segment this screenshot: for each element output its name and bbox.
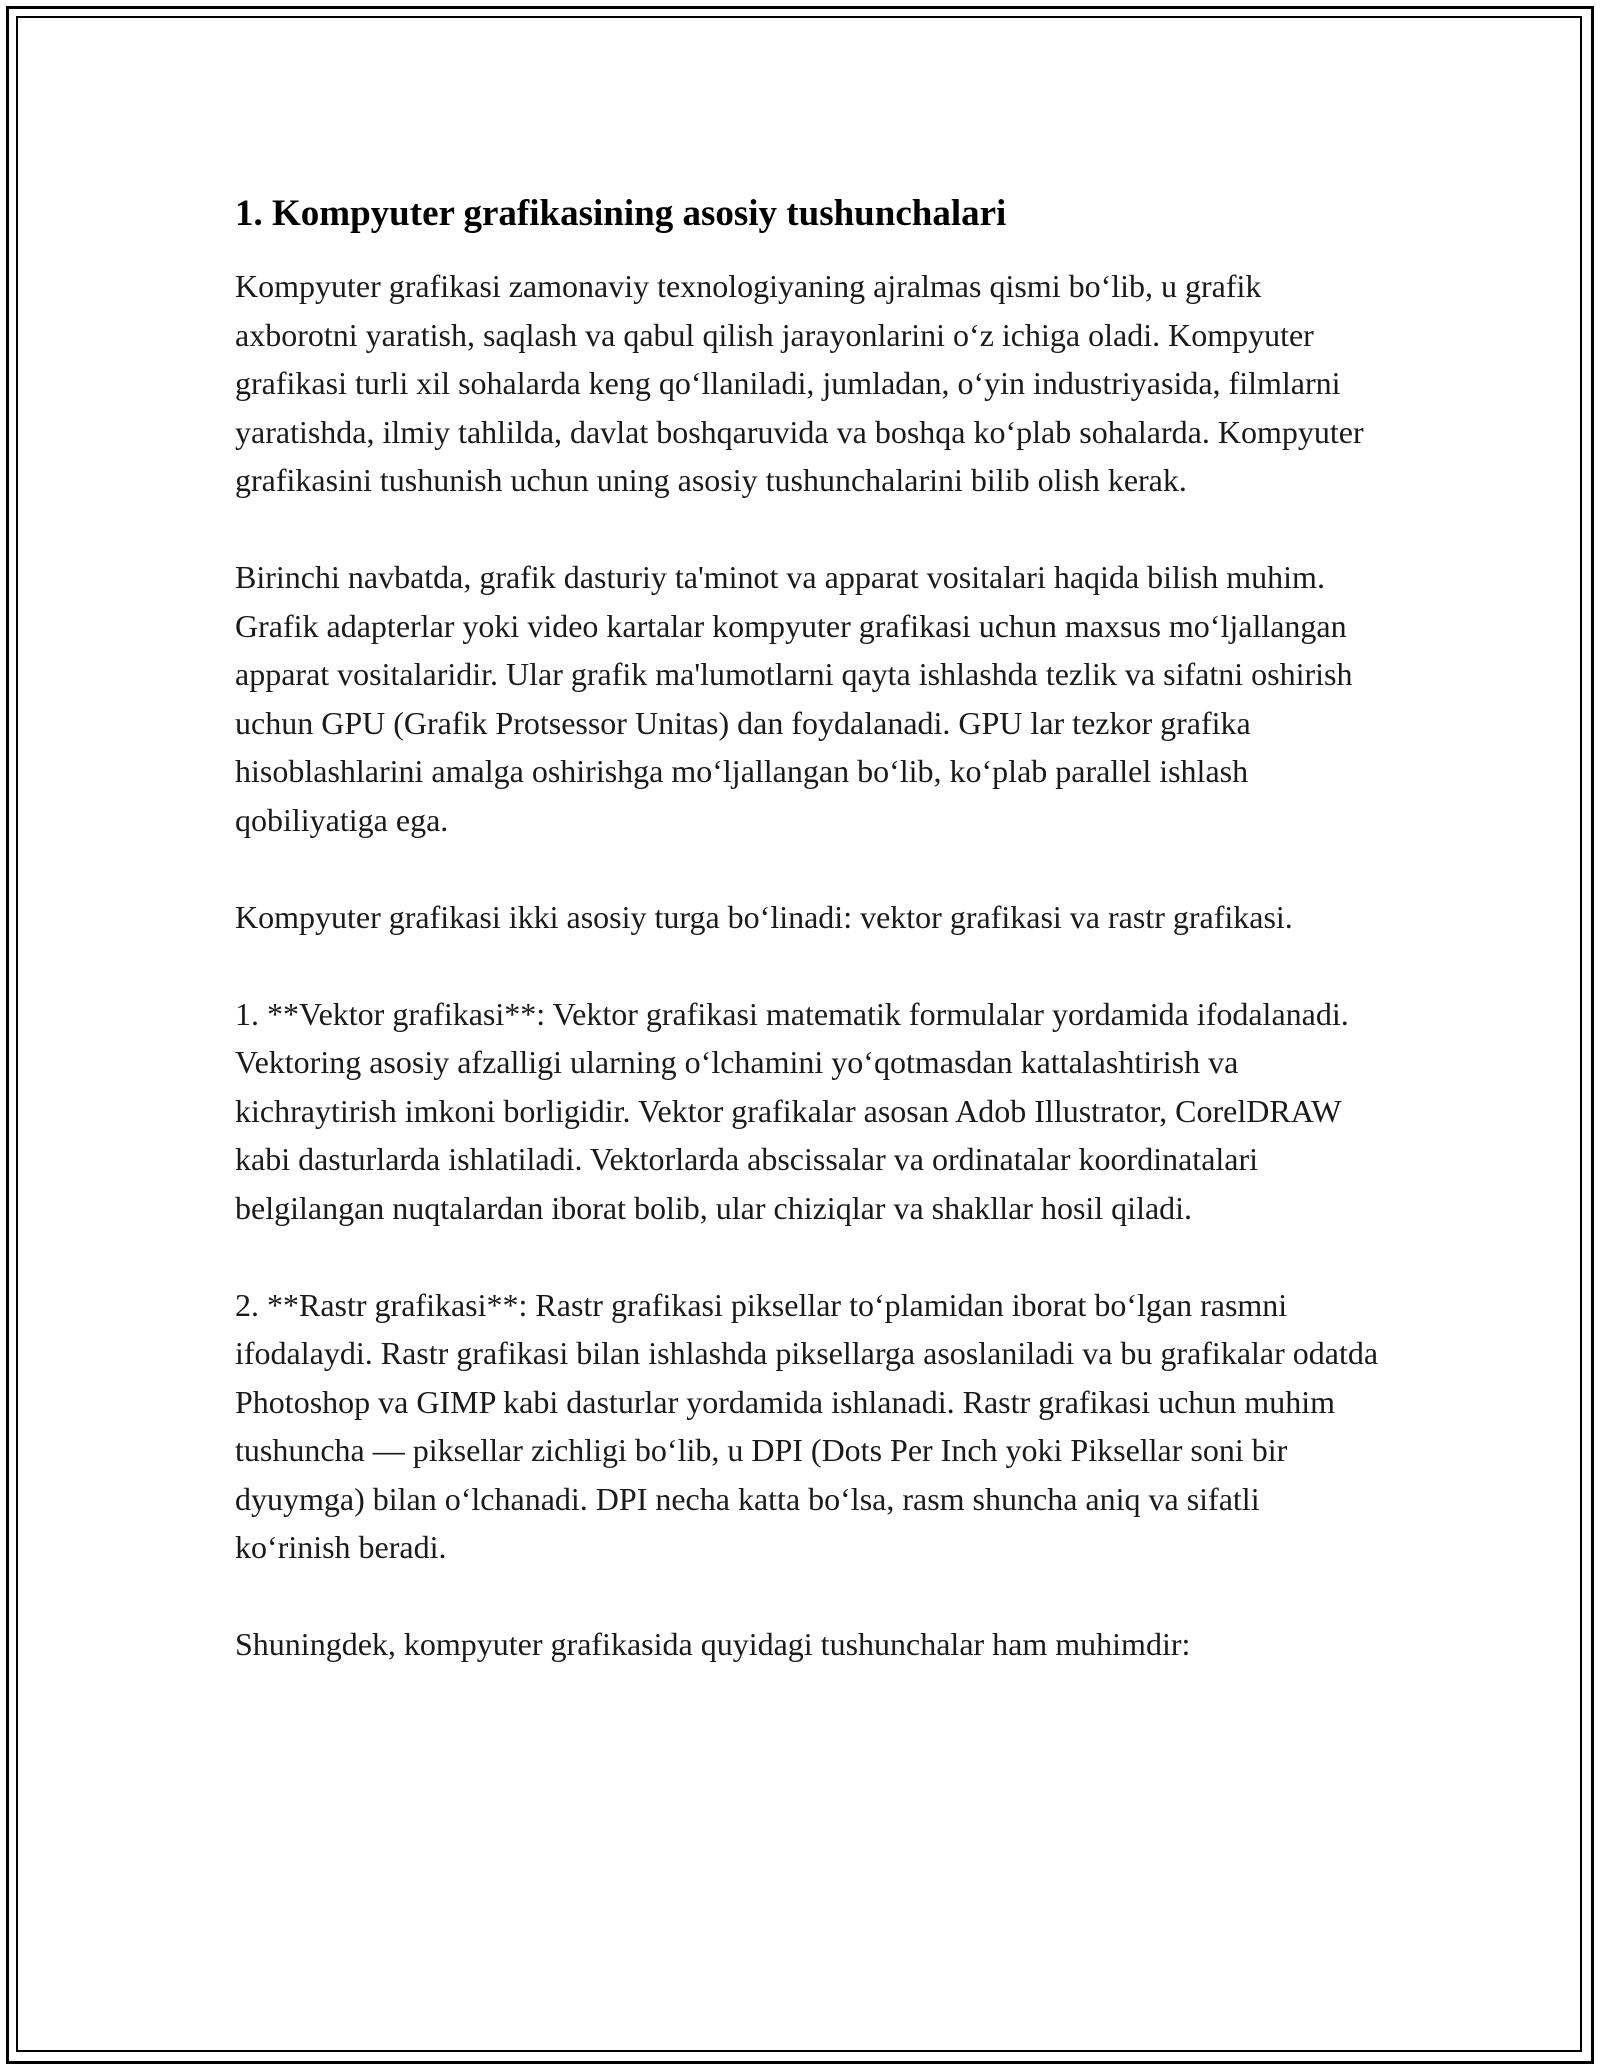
paragraph-vector: 1. **Vektor grafikasi**: Vektor grafikasi matematik formulalar yordamida ifodalanadi. Vektoring asosiy afzalligi ularning o‘lchamini yo‘qotmasdan kattalashtirish va kichraytirish imkoni borligidir. Vektor grafikalar asosan Adob Illustrator, CorelDRAW kabi dasturlarda ishlatiladi. Vektorlarda abscissalar va ordinatalar koordinatalari belgilangan nuqtalardan iborat bolib, ular chiziqlar va shakllar hosil qiladi. (235, 995, 1349, 1226)
paragraph-intro: Kompyuter grafikasi zamonaviy texnologiyaning ajralmas qismi bo‘lib, u grafik axborotni yaratish, saqlash va qabul qilish jarayonlarini o‘z ichiga oladi. Kompyuter grafikasi turli xil sohalarda keng qo‘llaniladi, jumladan, o‘yin industriyasida, filmlarni yaratishda, ilmiy tahlilda, davlat boshqaruvida va boshqa ko‘plab sohalarda. Kompyuter grafikasini tushunish uchun uning asosiy tushunchalarini bilib olish kerak. (235, 268, 1364, 498)
section-heading: 1. Kompyuter grafikasining asosiy tushunchalari (235, 193, 1007, 234)
paragraph-types: Kompyuter grafikasi ikki asosiy turga bo‘linadi: vektor grafikasi va rastr grafikasi. (235, 898, 1293, 935)
paragraph-hardware: Birinchi navbatda, grafik dasturiy ta'minot va apparat vositalari haqida bilish muhim. Grafik adapterlar yoki video kartalar kompyuter grafikasi uchun maxsus mo‘ljallangan apparat vositalaridir. Ular grafik ma'lumotlarni qayta ishlashda tezlik va sifatni oshirish uchun GPU (Grafik Protsessor Unitas) dan foydalanadi. GPU lar tezkor grafika hisoblashlarini amalga oshirishga mo‘ljallangan bo‘lib, ko‘plab parallel ishlash qobiliyatiga ega. (235, 559, 1353, 838)
document-body (235, 188, 1380, 1717)
paragraph-closing: Shuningdek, kompyuter grafikasida quyidagi tushunchalar ham muhimdir: (235, 1626, 1191, 1662)
paragraph-raster: 2. **Rastr grafikasi**: Rastr grafikasi piksellar to‘plamidan iborat bo‘lgan rasmni ifodalaydi. Rastr grafikasi bilan ishlashda piksellarga asoslaniladi va bu grafikalar odatda Photoshop va GIMP kabi dasturlar yordamida ishlanadi. Rastr grafikasi uchun muhim tushuncha — piksellar zichligi bo‘lib, u DPI (Dots Per Inch yoki Piksellar soni bir dyuymga) bilan o‘lchanadi. DPI necha katta bo‘lsa, rasm shuncha aniq va sifatli ko‘rinish beradi. (235, 1286, 1379, 1565)
